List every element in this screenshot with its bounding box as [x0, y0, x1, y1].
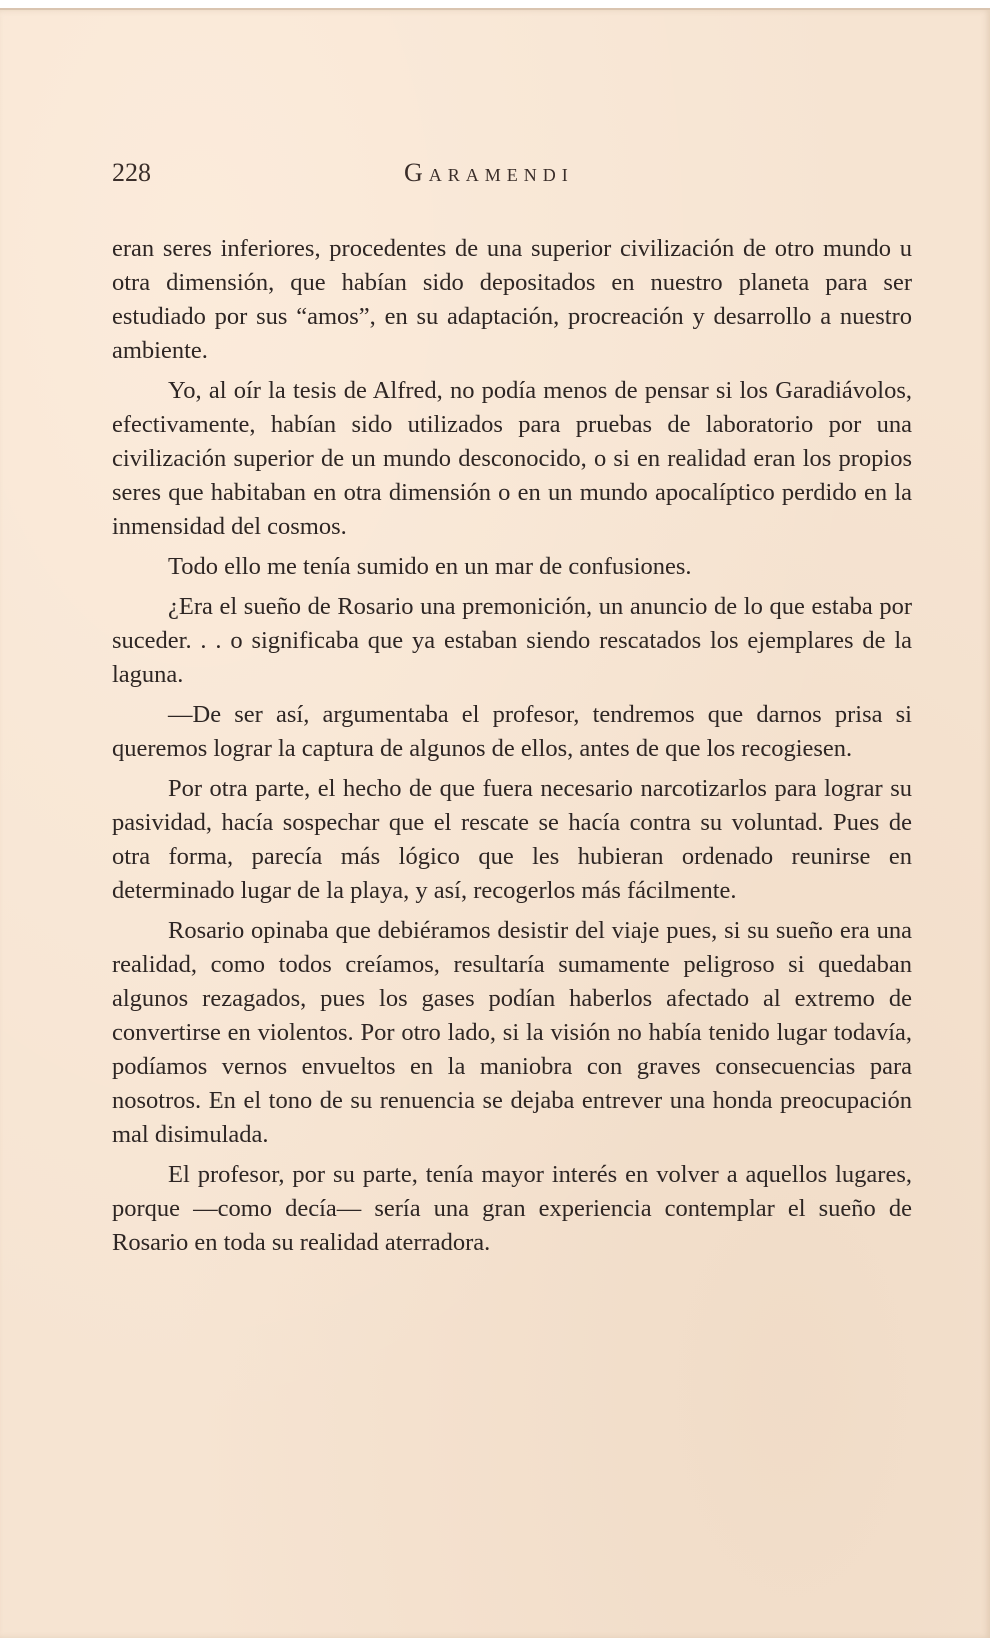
book-page [0, 8, 990, 1638]
paragraph-1: eran seres inferiores, procedentes de una superior civilización de otro mundo u otra dimensión, que habían sido depositados en nuestro planeta para ser estudiado por sus “amos”, en su adaptación, procreación y desarrollo a nuestro ambiente. [112, 235, 912, 364]
page-header [112, 158, 912, 198]
running-head: Garamendi [404, 158, 574, 187]
paragraph-3: Todo ello me tenía sumido en un mar de confusiones. [168, 553, 692, 580]
paragraph-5: —De ser así, argumentaba el profesor, tendremos que darnos prisa si queremos lograr la captura de algunos de ellos, antes de que los recogiesen. [112, 701, 912, 762]
paragraph-6: Por otra parte, el hecho de que fuera necesario narcotizarlos para lograr su pasividad, hacía sospechar que el rescate se hacía contra su voluntad. Pues de otra forma, parecía más lógico que les hubieran ordenado reunirse en determinado lugar de la playa, y así, recogerlos más fácilmente. [112, 775, 912, 904]
paragraph-7: Rosario opinaba que debiéramos desistir del viaje pues, si su sueño era una realidad, como todos creíamos, resultaría sumamente peligroso si quedaban algunos rezagados, pues los gases podían haberlos afectado al extremo de convertirse en violentos. Por otro lado, si la visión no había tenido lugar todavía, podíamos vernos envueltos en la maniobra con graves consecuencias para nosotros. En el tono de su renuencia se dejaba entrever una honda preocupación mal disimulada. [112, 917, 912, 1148]
paragraph-4: ¿Era el sueño de Rosario una premonición, un anuncio de lo que estaba por suceder. . . o significaba que ya estaban siendo rescatados los ejemplares de la laguna. [112, 593, 912, 688]
page-number: 228 [112, 158, 151, 187]
body-text [112, 232, 912, 1266]
paragraph-8: El profesor, por su parte, tenía mayor interés en volver a aquellos lugares, porque —como decía— sería una gran experiencia contemplar el sueño de Rosario en toda su realidad aterradora. [112, 1161, 912, 1256]
paragraph-2: Yo, al oír la tesis de Alfred, no podía menos de pensar si los Garadiávolos, efectivamente, habían sido utilizados para pruebas de laboratorio por una civilización superior de un mundo desconocido, o si en realidad eran los propios seres que habitaban en otra dimensión o en un mundo apocalíptico perdido en la inmensidad del cosmos. [112, 377, 912, 540]
